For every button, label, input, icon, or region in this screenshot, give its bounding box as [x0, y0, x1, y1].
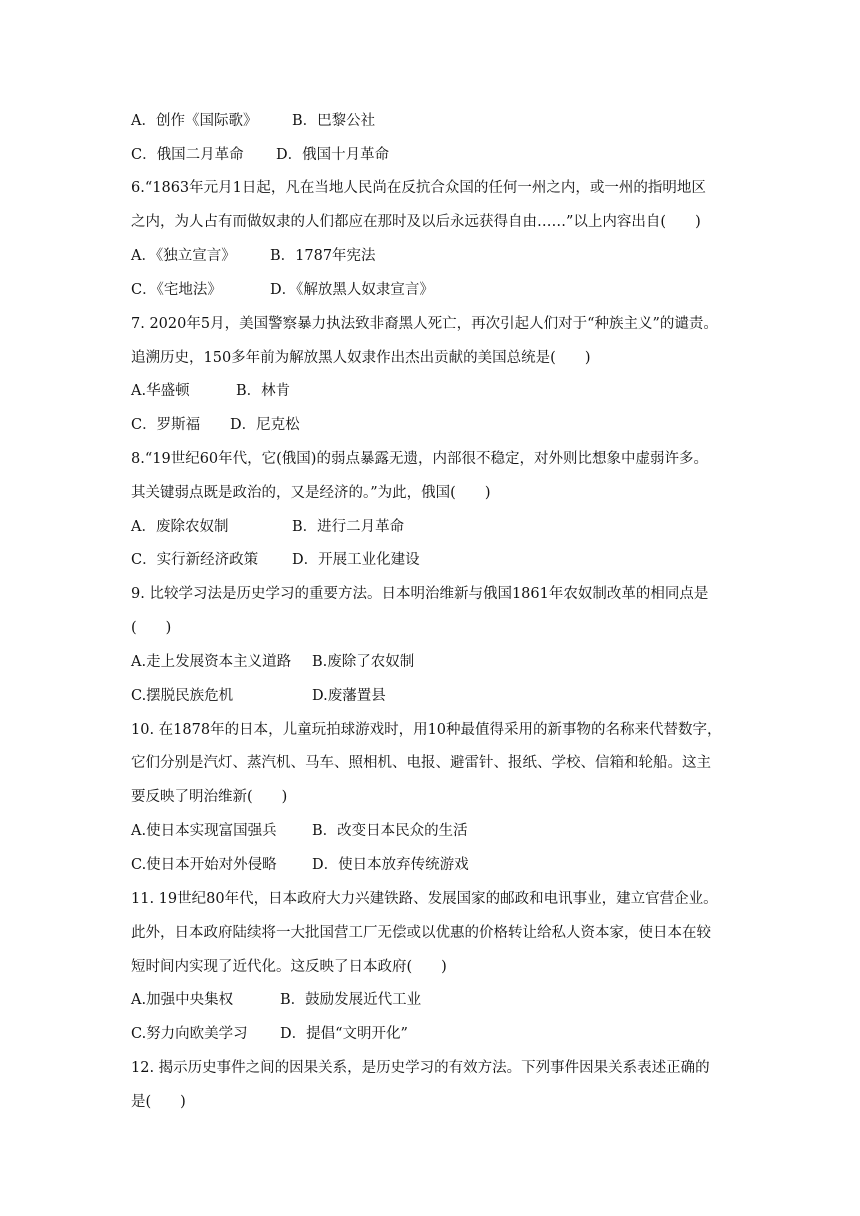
question-line: [131, 990, 422, 1010]
question-text: 短时间内实现了近代化。这反映了日本政府( ): [131, 959, 447, 975]
option-b: B．林肯: [236, 383, 291, 399]
option-a: A.走上发展资本主义道路: [131, 654, 292, 670]
option-a: A．《独立宣言》: [131, 248, 236, 264]
question-text: 是( ): [131, 1094, 186, 1110]
option-c: C．《宅地法》: [131, 282, 222, 298]
option-c: C.摆脱民族危机: [131, 688, 234, 704]
option-d: D.废藩置县: [312, 688, 386, 704]
option-a: A.加强中央集权: [131, 992, 234, 1008]
question-text: 此外，日本政府陆续将一大批国营工厂无偿或以优惠的价格转让给私人资本家，使日本在较: [131, 925, 711, 941]
question-line: [131, 855, 469, 875]
option-c: C.使日本开始对外侵略: [131, 857, 277, 873]
option-d: D．尼克松: [230, 417, 300, 433]
option-d: D．开展工业化建设: [292, 552, 420, 568]
question-text: 6.“1863年元月1日起，凡在当地人民尚在反抗合众国的任何一州之内，或一州的指明地区: [131, 180, 706, 196]
option-d: D．提倡“文明开化”: [280, 1026, 408, 1042]
option-d: D．《解放黑人奴隶宣言》: [270, 282, 434, 298]
question-line: [131, 652, 415, 672]
question-line: [131, 145, 390, 165]
option-b: B．改变日本民众的生活: [312, 823, 468, 839]
question-text: 12. 揭示历史事件之间的因果关系，是历史学习的有效方法。下列事件因果关系表述正确的: [131, 1060, 710, 1076]
option-c: C.努力向欧美学习: [131, 1026, 248, 1042]
option-a: A.华盛顿: [131, 383, 190, 399]
option-a: A.使日本实现富国强兵: [131, 823, 277, 839]
question-line: [131, 550, 420, 570]
question-line: [131, 246, 376, 266]
question-line: [131, 517, 405, 537]
question-text: 10. 在1878年的日本，儿童玩拍球游戏时，用10种最值得采用的新事物的名称来代替数字，: [131, 722, 722, 738]
question-text: 7. 2020年5月，美国警察暴力执法致非裔黑人死亡，再次引起人们对于“种族主义”的谴责。: [131, 316, 718, 332]
option-b: B．进行二月革命: [292, 519, 405, 535]
option-b: B．鼓励发展近代工业: [280, 992, 422, 1008]
question-text: 它们分别是汽灯、蒸汽机、马车、照相机、电报、避雷针、报纸、学校、信箱和轮船。这主: [131, 755, 711, 771]
question-line: [131, 381, 291, 401]
question-line: [131, 280, 434, 300]
option-c: C．罗斯福: [131, 417, 201, 433]
question-text: 9. 比较学习法是历史学习的重要方法。日本明治维新与俄国1861年农奴制改革的相同点是: [131, 586, 709, 602]
option-b: B.废除了农奴制: [312, 654, 415, 670]
question-text: 追溯历史，150多年前为解放黑人奴隶作出杰出贡献的美国总统是( ): [131, 350, 591, 366]
question-line: [131, 821, 468, 841]
option-c: C．俄国二月革命: [131, 147, 244, 163]
question-line: [131, 686, 386, 706]
question-text: 要反映了明治维新( ): [131, 789, 288, 805]
question-text: 11. 19世纪80年代，日本政府大力兴建铁路、发展国家的邮政和电讯事业，建立官营企业。: [131, 891, 718, 907]
option-a: A．创作《国际歌》: [131, 113, 258, 129]
question-text: 其关键弱点既是政治的，又是经济的。”为此，俄国( ): [131, 485, 491, 501]
option-a: A．废除农奴制: [131, 519, 229, 535]
option-c: C．实行新经济政策: [131, 552, 259, 568]
option-d: D．俄国十月革命: [276, 147, 390, 163]
option-b: B．巴黎公社: [292, 113, 376, 129]
option-d: D．使日本放弃传统游戏: [312, 857, 469, 873]
question-text: ( ): [131, 620, 172, 636]
question-text: 之内，为人占有而做奴隶的人们都应在那时及以后永远获得自由……”以上内容出自( ): [131, 214, 701, 230]
question-text: 8.“19世纪60年代，它(俄国)的弱点暴露无遗，内部很不稳定，对外则比想象中虚弱许多。: [131, 451, 708, 467]
question-line: [131, 1024, 408, 1044]
option-b: B．1787年宪法: [270, 248, 376, 264]
question-line: [131, 415, 300, 435]
question-line: [131, 111, 376, 131]
